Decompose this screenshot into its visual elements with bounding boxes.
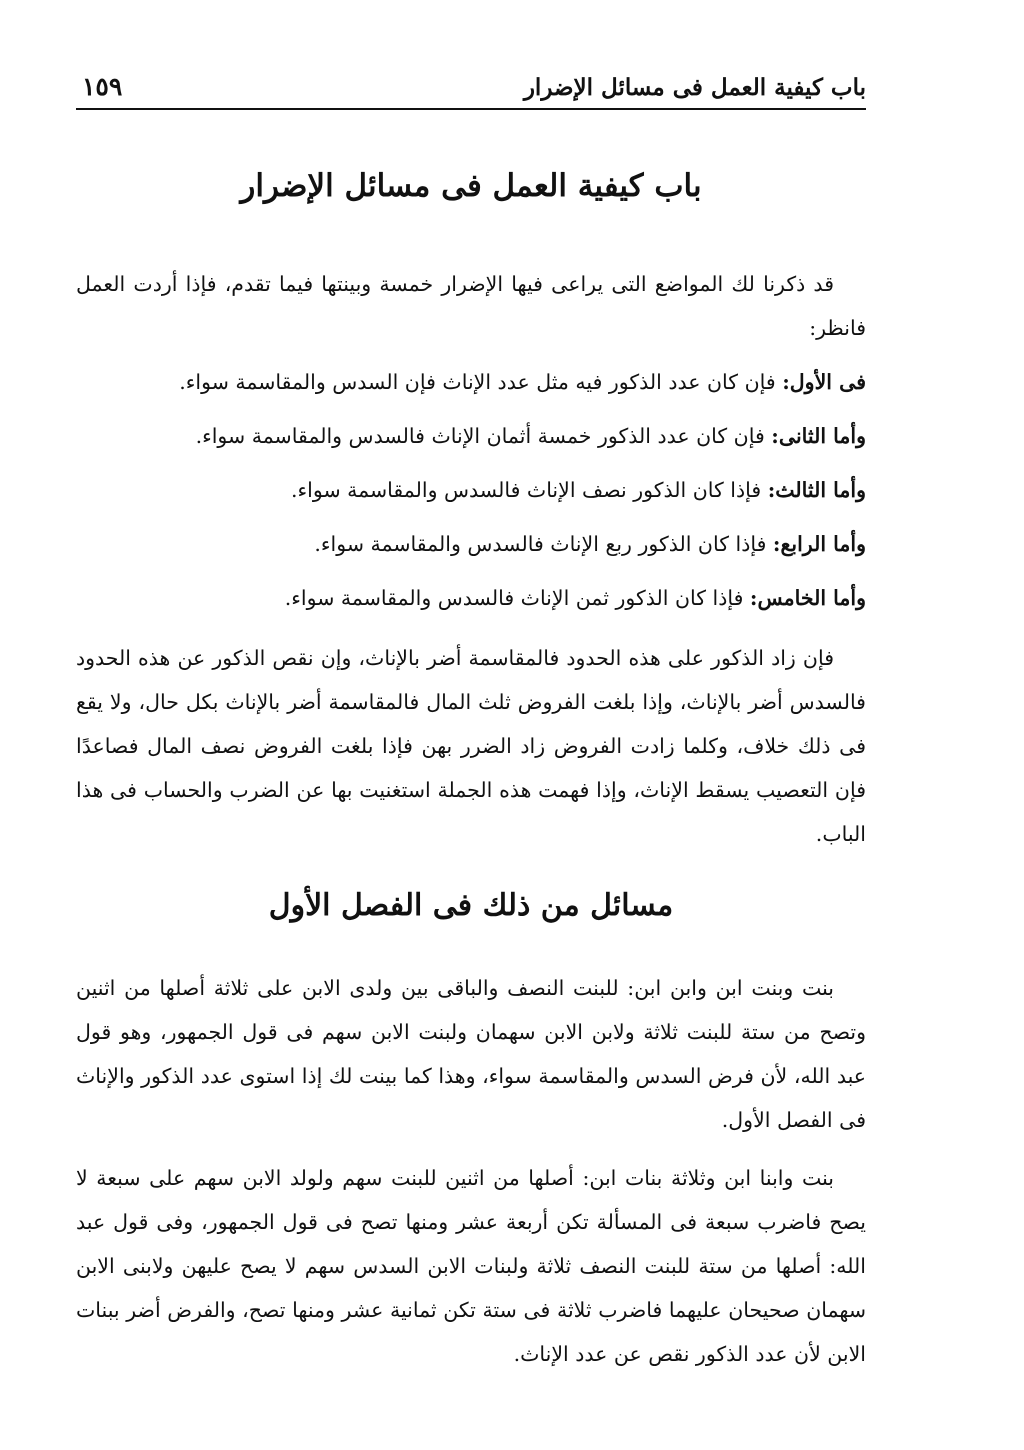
- page-number: ١٥٩: [82, 72, 123, 101]
- rules-paragraph: فإن زاد الذكور على هذه الحدود فالمقاسمة أضر بالإناث، وإن نقص الذكور عن هذه الحدود فالسدس أضر بالإناث، وإذا بلغت الفروض ثلث المال فالمقاسمة أضر بالإناث بكل حال، ولا يقع فى ذلك خلاف، وكلما زادت الفروض زاد الضرر بهن فإذا بلغت الفروض نصف المال فصاعدًا فإن التعصيب يسقط الإناث، وإذا فهمت هذه الجملة استغنيت بها عن الضرب والحساب فى هذا الباب.: [76, 646, 866, 846]
- case-text: فإذا كان الذكور ربع الإناث فالسدس والمقاسمة سواء.: [314, 532, 767, 556]
- case-text: فإذا كان الذكور نصف الإناث فالسدس والمقاسمة سواء.: [291, 478, 762, 502]
- case-label: وأما الرابع:: [772, 532, 866, 556]
- intro-paragraph: قد ذكرنا لك المواضع التى يراعى فيها الإضرار خمسة وبينتها فيما تقدم، فإذا أردت العمل فانظر:: [76, 272, 866, 340]
- case-item-5: [76, 576, 866, 630]
- case-item-1: [76, 360, 866, 414]
- case-label: وأما الخامس:: [749, 586, 866, 610]
- section-title: مسائل من ذلك فى الفصل الأول: [268, 888, 674, 923]
- case-item-2: [76, 414, 866, 468]
- case-label: وأما الثالث:: [767, 478, 866, 502]
- cases-list: [76, 360, 866, 630]
- chapter-title: باب كيفية العمل فى مسائل الإضرار: [240, 168, 702, 204]
- case-text: فإن كان عدد الذكور فيه مثل عدد الإناث فإن السدس والمقاسمة سواء.: [179, 370, 776, 394]
- case-text: فإن كان عدد الذكور خمسة أثمان الإناث فالسدس والمقاسمة سواء.: [195, 424, 765, 448]
- book-page: [76, 0, 866, 1450]
- running-title: باب كيفية العمل فى مسائل الإضرار: [523, 74, 866, 101]
- running-header: [76, 68, 866, 110]
- case-item-3: [76, 468, 866, 522]
- case-label: وأما الثانى:: [771, 424, 866, 448]
- case-text: فإذا كان الذكور ثمن الإناث فالسدس والمقاسمة سواء.: [284, 586, 744, 610]
- example-paragraph-1: بنت وبنت ابن وابن ابن: للبنت النصف والباقى بين ولدى الابن على ثلاثة أصلها من اثنين وتصح من ستة للبنت ثلاثة ولابن الابن سهمان ولبنت الابن سهم فى قول الجمهور، وهو قول عبد الله، لأن فرض السدس والمقاسمة سواء، وهذا كما بينت لك إذا استوى عدد الذكور والإناث فى الفصل الأول.: [76, 976, 866, 1132]
- case-item-4: [76, 522, 866, 576]
- case-label: فى الأول:: [782, 370, 866, 394]
- example-paragraph-2: بنت وابنا ابن وثلاثة بنات ابن: أصلها من اثنين للبنت سهم ولولد الابن سهم على سبعة لا يصح فاضرب سبعة فى المسألة تكن أربعة عشر ومنها تصح فى قول الجمهور، وفى قول عبد الله: أصلها من ستة للبنت النصف ثلاثة ولبنات الابن السدس سهم لا يصح عليهن ولابنى الابن سهمان صحيحان عليهما فاضرب ثلاثة فى ستة تكن ثمانية عشر ومنها تصح، والفرض أضر ببنات الابن لأن عدد الذكور نقص عن عدد الإناث.: [76, 1166, 866, 1366]
